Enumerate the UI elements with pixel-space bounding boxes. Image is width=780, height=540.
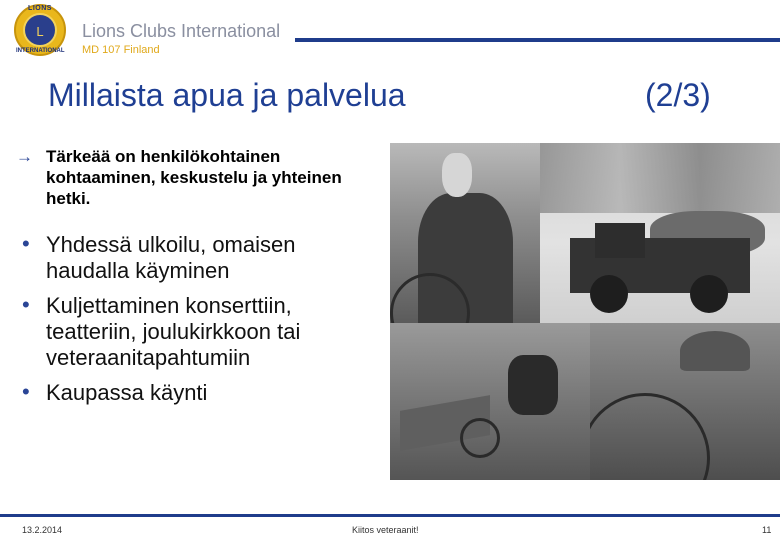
truck-wheel bbox=[690, 275, 728, 313]
slide-number: 11 bbox=[762, 525, 772, 535]
logo-top-text: LIONS bbox=[28, 5, 52, 12]
logo-emblem bbox=[23, 13, 57, 47]
truck-cab bbox=[595, 223, 645, 258]
bullet-item bbox=[22, 232, 382, 284]
helmet bbox=[680, 331, 750, 371]
soldier-with-bicycle-photo bbox=[590, 323, 780, 480]
slide-title: Millaista apua ja palvelua bbox=[48, 77, 406, 113]
bullet-dot-icon: • bbox=[22, 231, 30, 256]
org-name: Lions Clubs International bbox=[82, 21, 281, 41]
arrow-right-icon: → bbox=[16, 147, 33, 166]
photo-trees bbox=[540, 143, 780, 213]
truck-wheel bbox=[590, 275, 628, 313]
truck-with-hay-photo bbox=[540, 143, 780, 325]
bullet-text: Kaupassa käynti bbox=[46, 380, 208, 405]
horse-and-cart-photo bbox=[390, 323, 590, 480]
footer-date: 13.2.2014 bbox=[22, 525, 63, 535]
slide-part-counter: (2/3) bbox=[645, 77, 711, 113]
header-divider bbox=[295, 38, 780, 42]
bicycle-wheel bbox=[590, 393, 710, 480]
bullet-list bbox=[22, 232, 382, 415]
bullet-text: Yhdessä ulkoilu, omaisen haudalla käyminen bbox=[46, 232, 296, 283]
org-subtitle: MD 107 Finland bbox=[82, 44, 160, 56]
photo-face bbox=[442, 153, 472, 197]
lion-icon: L bbox=[36, 24, 44, 39]
footer-caption: Kiitos veteraanit! bbox=[352, 525, 419, 535]
lead-text: Tärkeää on henkilökohtainen kohtaaminen, keskustelu ja yhteinen hetki. bbox=[46, 147, 342, 208]
footer-divider bbox=[0, 514, 780, 517]
lead-paragraph bbox=[16, 146, 386, 209]
logo-bottom-text: INTERNATIONAL bbox=[16, 48, 65, 54]
bullet-dot-icon: • bbox=[22, 379, 30, 404]
woman-with-bicycle-photo bbox=[390, 143, 540, 325]
bullet-text: Kuljettaminen konserttiin, teatteriin, joulukirkkoon tai veteraanitapahtumiin bbox=[46, 293, 301, 370]
bullet-item bbox=[22, 293, 382, 371]
lions-logo bbox=[14, 4, 66, 56]
bullet-item bbox=[22, 380, 382, 406]
cart-wheel bbox=[460, 418, 500, 458]
bullet-dot-icon: • bbox=[22, 292, 30, 317]
horse bbox=[508, 355, 558, 415]
